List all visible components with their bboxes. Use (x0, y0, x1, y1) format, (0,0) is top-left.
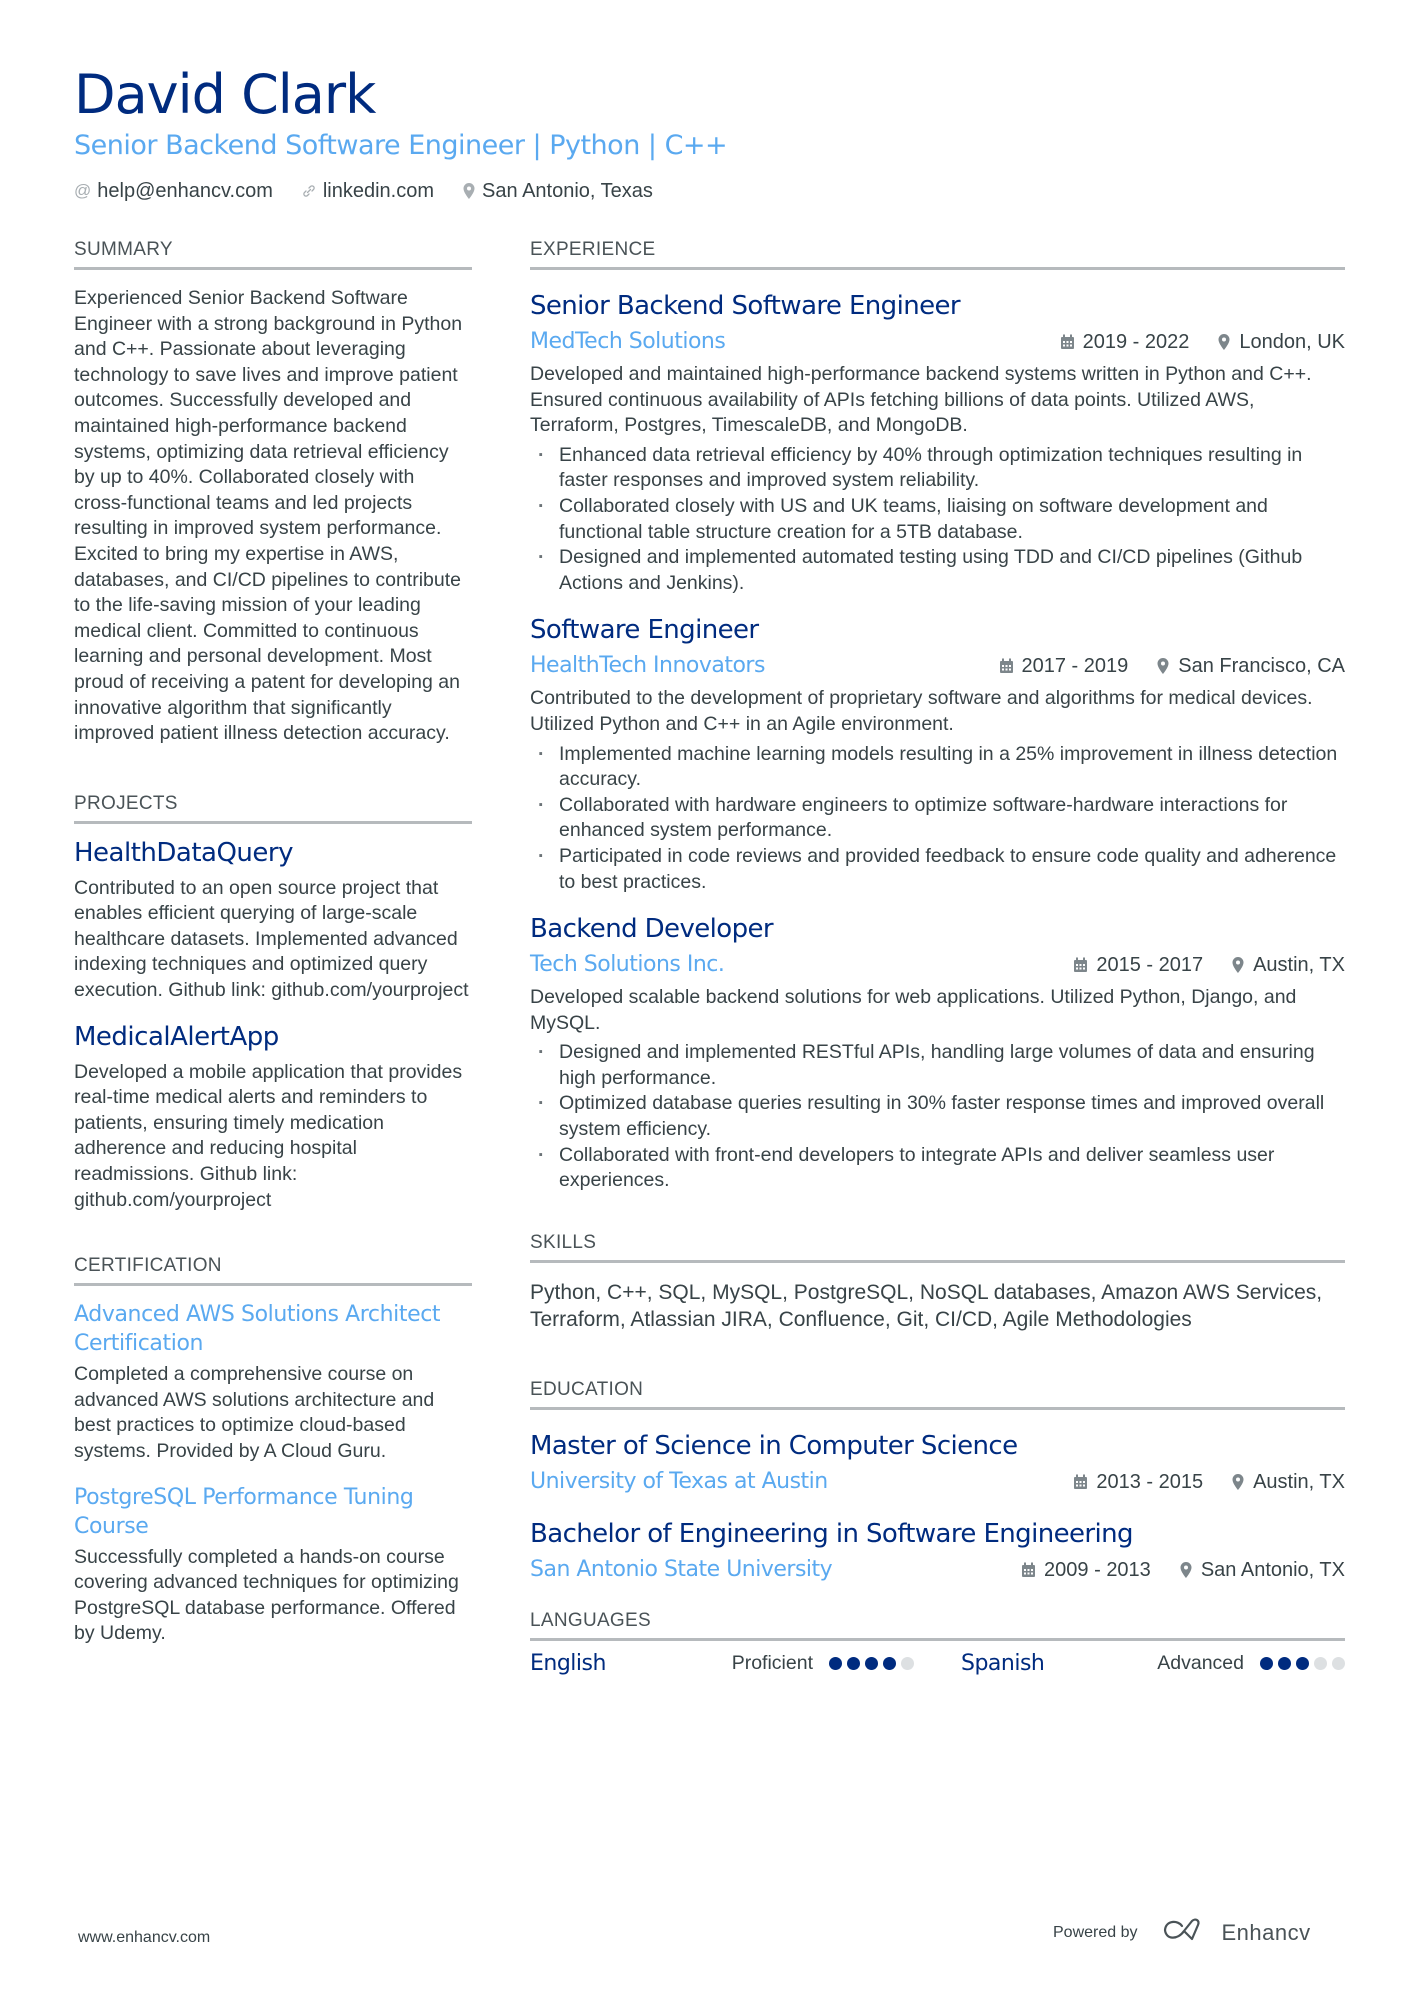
company-name: HealthTech Innovators (530, 653, 765, 679)
job-description: Developed scalable backend solutions for web applications. Utilized Python, Django, and MySQL. (530, 986, 1297, 1034)
powered-by-label: Powered by (1053, 1923, 1138, 1941)
project-description: Developed a mobile application that provides real-time medical alerts and reminders to patients, ensuring timely medication adherence and reducing hospital readmissions. Github link: github.com/yourproject (74, 1060, 463, 1211)
education-dates (1073, 1466, 1203, 1498)
location-pin-icon (1231, 1473, 1245, 1491)
skills-text: Python, C++, SQL, MySQL, PostgreSQL, NoSQL databases, Amazon AWS Services, Terraform, Atlassian JIRA, Confluence, Git, CI/CD, Agile Methodologies (530, 1280, 1323, 1331)
education-entry (530, 1428, 1345, 1498)
education-meta-right (1021, 1554, 1345, 1586)
language-level: Proficient (731, 1651, 813, 1674)
languages-section (530, 1608, 1345, 1676)
calendar-icon (1060, 334, 1075, 350)
dot-filled-icon (883, 1657, 896, 1670)
certification-heading: CERTIFICATION (74, 1253, 472, 1286)
education-dates (1021, 1554, 1151, 1586)
contact-email-text: help@enhancv.com (97, 180, 273, 202)
skills-section (530, 1230, 1345, 1333)
summary-heading: SUMMARY (74, 237, 472, 270)
education-dates-text: 2013 - 2015 (1096, 1470, 1204, 1493)
calendar-icon (999, 658, 1014, 674)
education-entry (530, 1516, 1345, 1586)
dot-filled-icon (865, 1657, 878, 1670)
at-icon: @ (74, 181, 92, 200)
job-bullets (530, 1040, 1345, 1194)
project-title: MedicalAlertApp (74, 1021, 279, 1052)
enhancv-logo-icon (1162, 1917, 1210, 1948)
language-item (530, 1651, 914, 1676)
experience-heading: EXPERIENCE (530, 237, 1345, 270)
project-title: HealthDataQuery (74, 837, 293, 868)
dot-filled-icon (1296, 1657, 1309, 1670)
dot-empty-icon (1332, 1657, 1345, 1670)
job-entry (530, 612, 1345, 895)
skills-heading: SKILLS (530, 1230, 1345, 1263)
job-bullet: · Optimized database queries resulting in 30% faster response times and improved overall system efficiency. (530, 1091, 1345, 1142)
dot-filled-icon (1260, 1657, 1273, 1670)
job-meta (530, 326, 1345, 358)
projects-section (74, 791, 472, 1214)
job-location (1231, 949, 1345, 981)
contact-linkedin-text: linkedin.com (322, 180, 435, 202)
dot-filled-icon (1278, 1657, 1291, 1670)
job-bullets (530, 742, 1345, 896)
dot-empty-icon (1314, 1657, 1327, 1670)
job-location-text: Austin, TX (1253, 954, 1345, 977)
job-dates (1073, 949, 1203, 981)
school-name: San Antonio State University (530, 1556, 833, 1582)
experience-section (530, 237, 1345, 1194)
location-pin-icon (1179, 1561, 1193, 1579)
location-pin-icon (1217, 333, 1231, 351)
certification-title: Advanced AWS Solutions Architect Certification (74, 1302, 441, 1357)
certification-description: Completed a comprehensive course on advanced AWS solutions architecture and best practices to optimize cloud-based systems. Provided by A Cloud Guru. (74, 1363, 435, 1462)
education-meta (530, 1554, 1345, 1586)
job-dates (999, 650, 1129, 682)
job-location-text: London, UK (1239, 331, 1345, 353)
education-location (1179, 1554, 1345, 1586)
job-bullet: · Collaborated closely with US and UK teams, liaising on software development and functional table structure creation for a 5TB database. (530, 494, 1345, 545)
contact-email[interactable] (74, 178, 273, 204)
job-meta-right (1073, 949, 1345, 981)
job-title: Software Engineer (530, 615, 759, 646)
summary-text: Experienced Senior Backend Software Engineer with a strong background in Python and C++. Passionate about leveraging technology to save lives and improve patient outcomes. Successfully developed and maintained high-performance backend systems, optimizing data retrieval efficiency by up to 40%. Collaborated closely with cross-functional teams and led projects resulting in improved system performance. Excited to bring my expertise in AWS, databases, and CI/CD pipelines to contribute to the life-saving mission of your leading medical client. Committed to continuous learning and personal development. Most proud of receiving a patent for developing an innovative algorithm that significantly improved patient illness detection accuracy. (74, 287, 463, 745)
location-pin-icon (1156, 657, 1170, 675)
language-item (961, 1651, 1345, 1676)
company-name: MedTech Solutions (530, 329, 726, 354)
footer-branding (1053, 1917, 1311, 1948)
job-dates-text: 2019 - 2022 (1082, 331, 1190, 353)
job-meta (530, 949, 1345, 981)
link-icon (301, 183, 317, 199)
proficiency-dots (829, 1657, 914, 1670)
job-dates (1060, 326, 1190, 358)
language-name: Spanish (961, 1650, 1045, 1676)
job-location (1217, 326, 1345, 358)
education-dates-text: 2009 - 2013 (1044, 1558, 1151, 1581)
education-location (1231, 1466, 1345, 1498)
education-meta (530, 1466, 1345, 1498)
certification-title: PostgreSQL Performance Tuning Course (74, 1484, 414, 1539)
language-list (530, 1651, 1345, 1676)
dot-empty-icon (901, 1657, 914, 1670)
education-meta-right (1073, 1466, 1345, 1498)
job-location-text: San Francisco, CA (1178, 655, 1345, 678)
footer-website-link[interactable]: www.enhancv.com (78, 1929, 211, 1946)
language-proficiency (732, 1652, 914, 1675)
job-bullet: · Designed and implemented RESTful APIs, handling large volumes of data and ensuring high performance. (530, 1040, 1345, 1091)
job-entry (530, 288, 1345, 596)
calendar-icon (1021, 1562, 1036, 1578)
job-description: Developed and maintained high-performance backend systems written in Python and C++. Ensured continuous availability of APIs fetching billions of data points. Utilized AWS, Terraform, Postgres, TimescaleDB, and MongoDB. (530, 363, 1312, 437)
job-meta (530, 650, 1345, 682)
job-dates-text: 2015 - 2017 (1096, 954, 1204, 977)
location-pin-icon (1231, 956, 1245, 974)
contact-location (462, 178, 653, 204)
job-bullet: · Designed and implemented automated testing using TDD and CI/CD pipelines (Github Actions and Jenkins). (530, 545, 1345, 596)
calendar-icon (1073, 957, 1088, 973)
degree-title: Master of Science in Computer Science (530, 1430, 1018, 1461)
certification-section (74, 1253, 472, 1647)
dot-filled-icon (829, 1657, 842, 1670)
language-proficiency (1157, 1652, 1345, 1675)
job-bullet: · Implemented machine learning models resulting in a 25% improvement in illness detection accuracy. (530, 742, 1345, 793)
school-name: University of Texas at Austin (530, 1468, 828, 1494)
job-meta-right (999, 650, 1346, 682)
education-location-text: Austin, TX (1253, 1470, 1345, 1493)
summary-section (74, 237, 472, 747)
resume-header (74, 62, 1346, 204)
education-location-text: San Antonio, TX (1200, 1558, 1345, 1581)
job-meta-right (1060, 326, 1345, 358)
brand-logo[interactable] (1162, 1917, 1311, 1948)
job-location (1156, 650, 1345, 682)
job-bullets (530, 443, 1345, 597)
language-level: Advanced (1157, 1651, 1244, 1674)
job-dates-text: 2017 - 2019 (1021, 655, 1129, 678)
job-bullet: · Participated in code reviews and provided feedback to ensure code quality and adherence to best practices. (530, 844, 1345, 895)
project-description: Contributed to an open source project that enables efficient querying of large-scale healthcare datasets. Implemented advanced indexing techniques and optimized query execution. Github link: github.com/yourproject (74, 876, 469, 1002)
projects-heading: PROJECTS (74, 791, 472, 824)
degree-title: Bachelor of Engineering in Software Engineering (530, 1518, 1133, 1549)
contact-location-text: San Antonio, Texas (482, 180, 653, 202)
education-heading: EDUCATION (530, 1377, 1345, 1410)
location-pin-icon (462, 182, 476, 200)
education-section (530, 1377, 1345, 1586)
job-entry (530, 911, 1345, 1194)
job-bullet: · Collaborated with hardware engineers to optimize software-hardware interactions for enhanced system performance. (530, 793, 1345, 844)
job-description: Contributed to the development of proprietary software and algorithms for medical devices. Utilized Python and C++ in an Agile environment. (530, 687, 1313, 735)
project-item (74, 836, 472, 1004)
candidate-name: David Clark (74, 63, 376, 126)
proficiency-dots (1260, 1657, 1345, 1670)
languages-heading: LANGUAGES (530, 1608, 1345, 1641)
left-column (74, 237, 472, 1647)
calendar-icon (1073, 1474, 1088, 1490)
right-column (530, 237, 1345, 1676)
company-name: Tech Solutions Inc. (530, 952, 725, 978)
language-name: English (530, 1650, 606, 1676)
contact-linkedin[interactable] (301, 178, 434, 204)
job-bullet: · Enhanced data retrieval efficiency by 40% through optimization techniques resulting in faster responses and improved system reliability. (530, 443, 1345, 494)
project-item (74, 1020, 472, 1214)
job-title: Senior Backend Software Engineer (530, 291, 960, 321)
job-bullet: · Collaborated with front-end developers to integrate APIs and deliver seamless user experiences. (530, 1143, 1345, 1194)
certification-description: Successfully completed a hands-on course covering advanced techniques for optimizing PostgreSQL database performance. Offered by Udemy. (74, 1545, 459, 1645)
dot-filled-icon (847, 1657, 860, 1670)
brand-name: Enhancv (1221, 1919, 1311, 1945)
job-title: Backend Developer (530, 914, 773, 945)
certification-item (74, 1483, 472, 1647)
contact-list (74, 178, 1346, 204)
certification-item (74, 1300, 472, 1464)
candidate-title: Senior Backend Software Engineer | Python | C++ (74, 130, 728, 161)
